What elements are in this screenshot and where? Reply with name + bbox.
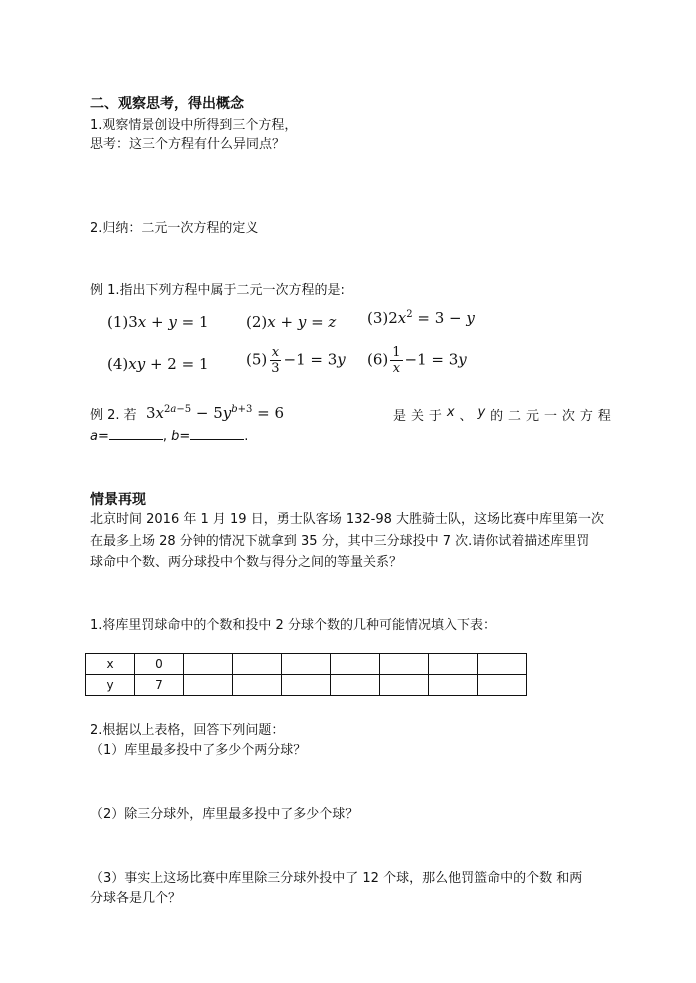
- example-2-suffix: 是 关 于 x 、 y 的 二 元 一 次 方 程: [393, 405, 611, 424]
- subquestion-1: （1）库里最多投中了多少个两分球？: [90, 743, 307, 758]
- equation-5: (5) $\frac{x}{3}$ −1 = 3y: [246, 345, 346, 376]
- blank-b-label: b=: [171, 429, 191, 444]
- xy-table: [85, 653, 527, 696]
- table-cell[interactable]: [429, 654, 478, 675]
- table-cell[interactable]: [184, 654, 233, 675]
- table-cell[interactable]: [233, 675, 282, 696]
- section-title-concept: 二、观察思考，得出概念: [90, 96, 244, 112]
- table-cell[interactable]: 7: [135, 675, 184, 696]
- table-cell[interactable]: [478, 675, 527, 696]
- scenario-line1: 北京时间 2016 年 1 月 19 日，勇士队客场 132-98 大胜骑士队，这场比赛中库里第一次: [90, 512, 605, 527]
- table-cell[interactable]: [380, 675, 429, 696]
- subquestion-3-line2: 分球各是几个？: [90, 891, 182, 906]
- task-2: 2.根据以上表格，回答下列问题：: [90, 723, 285, 738]
- section-title-scenario: 情景再现: [90, 492, 146, 508]
- scenario-line3: 球命中个数、两分球投中个数与得分之间的等量关系？: [90, 555, 403, 570]
- table-row-x: [86, 654, 527, 675]
- table-cell[interactable]: [331, 654, 380, 675]
- blank-a-label: a=: [90, 429, 109, 444]
- table-cell[interactable]: [282, 654, 331, 675]
- equation-1: (1)3x + y = 1: [107, 313, 209, 331]
- subquestion-3-line1: （3）事实上这场比赛中库里除三分球外投中了 12 个球，那么他罚篮命中的个数 和两: [90, 871, 583, 886]
- question-1-line1: 1.观察情景创设中所得到三个方程，: [90, 118, 298, 133]
- table-cell[interactable]: [429, 675, 478, 696]
- table-row-y: [86, 675, 527, 696]
- equation-6: (6) $\frac{1}{x}$ −1 = 3y: [367, 345, 467, 376]
- table-cell[interactable]: [478, 654, 527, 675]
- table-cell[interactable]: [380, 654, 429, 675]
- scenario-line2: 在最多上场 28 分钟的情况下就拿到 35 分，其中三分球投中 7 次.请你试着描述库里罚: [90, 534, 590, 549]
- row-label-x: x: [86, 654, 135, 675]
- question-2: 2.归纳：二元一次方程的定义: [90, 221, 259, 236]
- subquestion-2: （2）除三分球外，库里最多投中了多少个球？: [90, 807, 359, 822]
- example-1-prompt: 例 1.指出下列方程中属于二元一次方程的是:: [90, 283, 345, 298]
- table-cell[interactable]: [331, 675, 380, 696]
- example-2-prefix: 例 2. 若: [90, 408, 137, 423]
- row-label-y: y: [86, 675, 135, 696]
- equation-4: (4)xy + 2 = 1: [107, 355, 209, 373]
- equation-2: (2)x + y = z: [246, 313, 337, 331]
- example-2-blanks: a= , b= .: [90, 429, 249, 444]
- table-cell[interactable]: 0: [135, 654, 184, 675]
- blank-a[interactable]: [109, 427, 163, 440]
- blank-b[interactable]: [190, 427, 244, 440]
- table-cell[interactable]: [233, 654, 282, 675]
- question-1-line2: 思考：这三个方程有什么异同点？: [90, 137, 286, 152]
- equation-3: $(3)2x^2 = 3 - y$: [367, 309, 475, 327]
- table-cell[interactable]: [282, 675, 331, 696]
- example-2-equation: $3x^{2a-5} - 5y^{b+3} = 6$: [146, 404, 285, 422]
- task-1: 1.将库里罚球命中的个数和投中 2 分球个数的几种可能情况填入下表：: [90, 618, 496, 633]
- table-cell[interactable]: [184, 675, 233, 696]
